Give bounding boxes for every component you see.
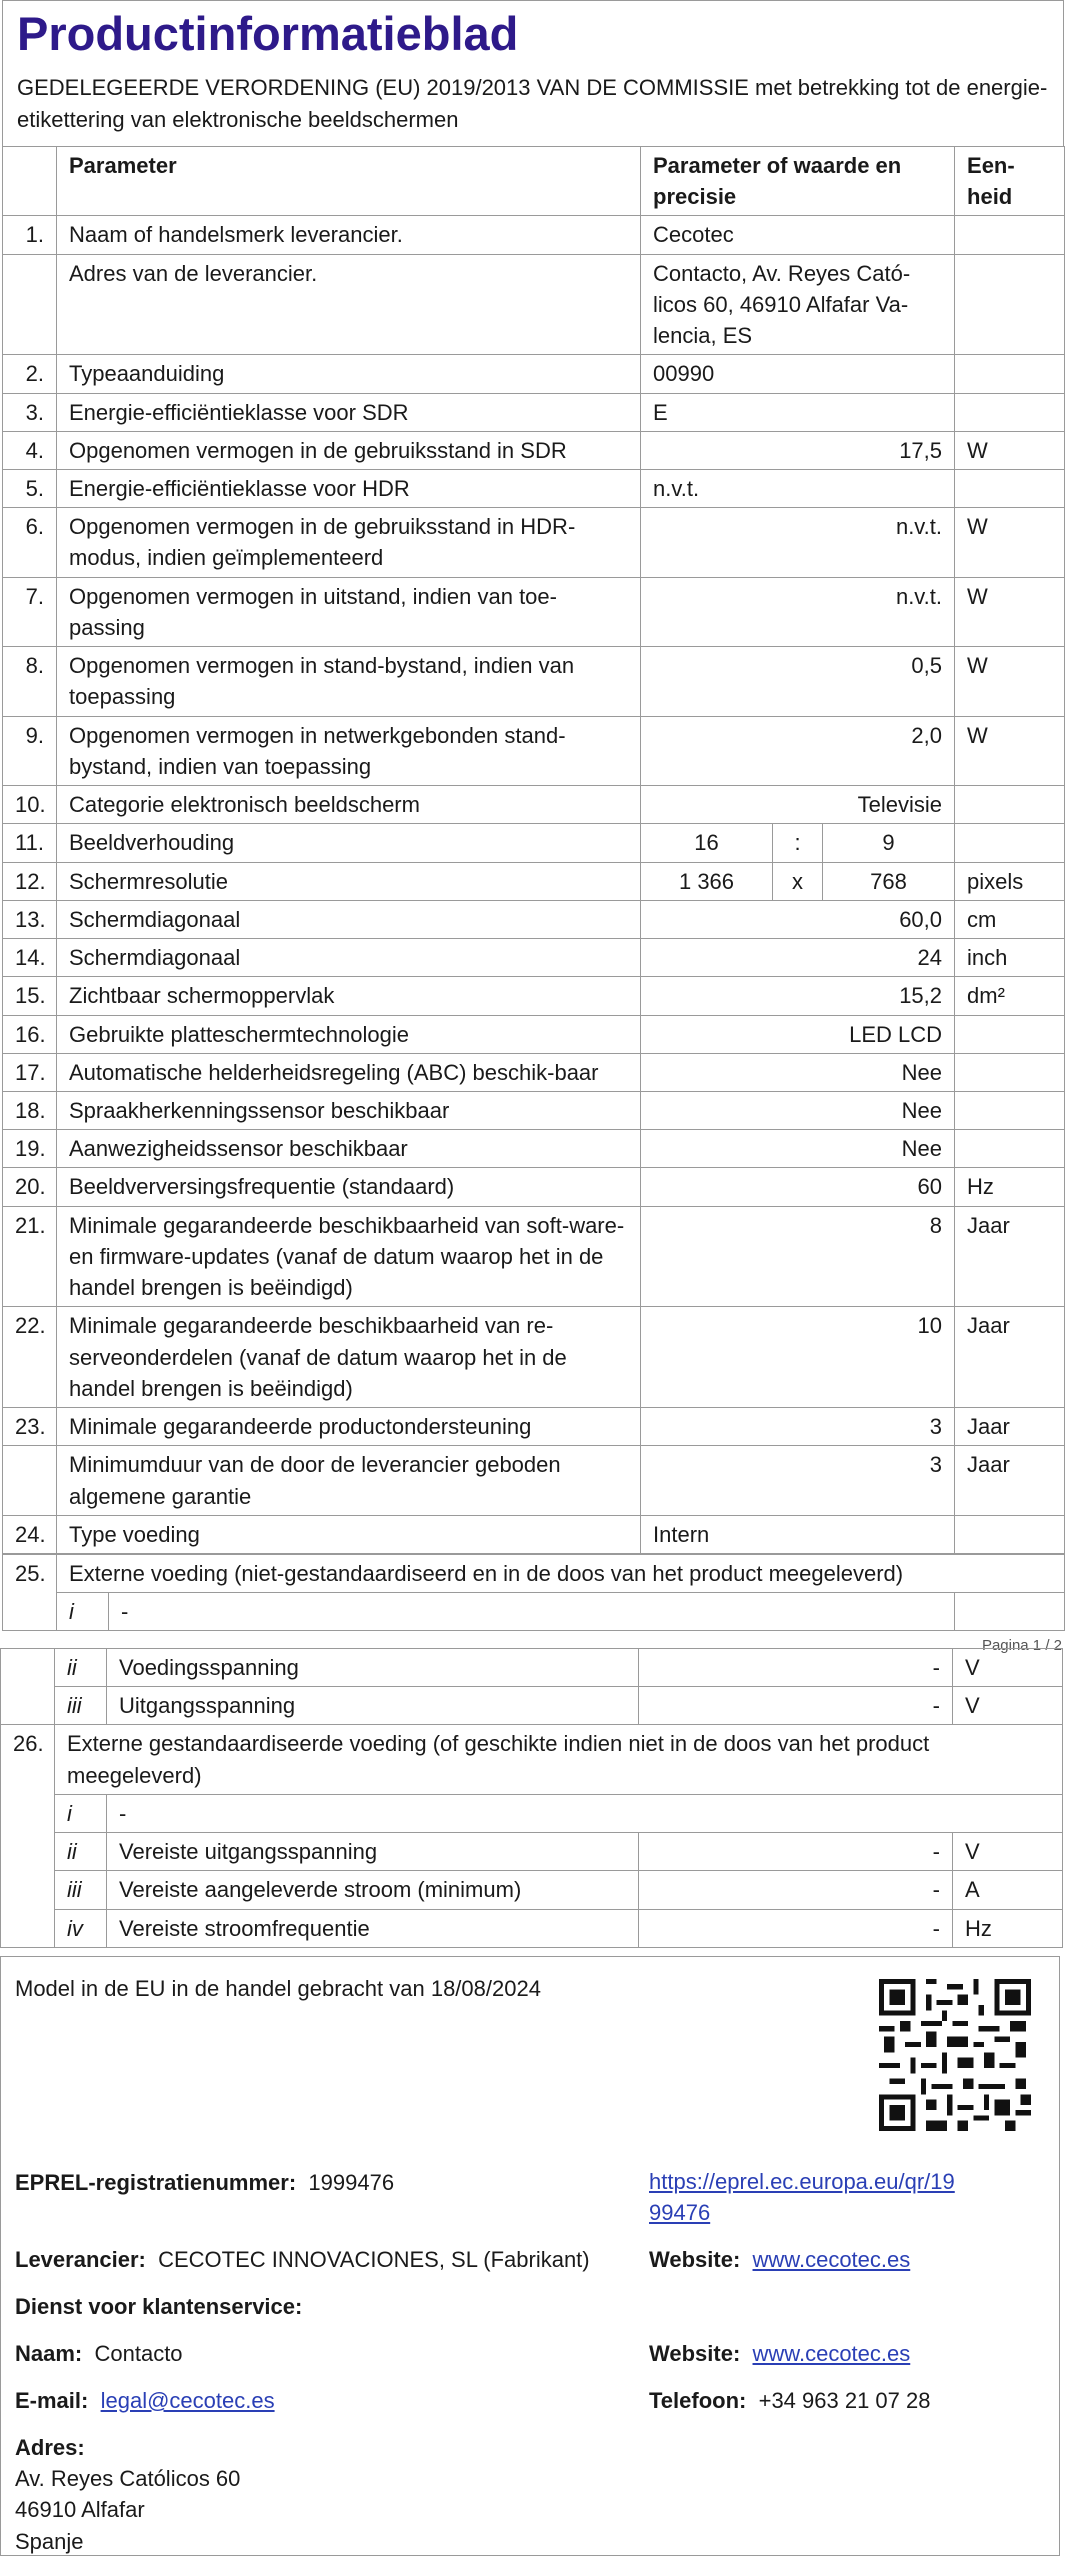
- row-value: n.v.t.: [641, 577, 955, 646]
- row-parameter: Beeldverversingsfrequentie (standaard): [57, 1168, 641, 1206]
- table-row: [3, 577, 1065, 646]
- row-value: Intern: [641, 1515, 955, 1553]
- row-number: 3.: [3, 393, 57, 431]
- power-supply-table: [0, 1648, 1063, 1948]
- row-parameter: Adres van de leverancier.: [57, 254, 641, 355]
- table-row: [3, 1168, 1065, 1206]
- table-row: [3, 216, 1065, 254]
- name-value: Contacto: [94, 2341, 183, 2366]
- row-unit: Hz: [953, 1909, 1063, 1947]
- row-unit: W: [955, 508, 1065, 577]
- row-unit: [955, 254, 1065, 355]
- row-unit: [955, 355, 1065, 393]
- row-number: 16.: [3, 1015, 57, 1053]
- table-row: [3, 977, 1065, 1015]
- row-parameter: Gebruikte platteschermtechnologie: [57, 1015, 641, 1053]
- table-row: [3, 1307, 1065, 1408]
- row-unit: dm²: [955, 977, 1065, 1015]
- eprel-label: EPREL-registratienummer:: [15, 2170, 297, 2195]
- row-parameter: Energie-efficiëntieklasse voor HDR: [57, 469, 641, 507]
- row-unit: Jaar: [955, 1446, 1065, 1515]
- website2-label: Website:: [649, 2341, 741, 2366]
- row-parameter: Type voeding: [57, 1515, 641, 1553]
- row-number: 8.: [3, 647, 57, 716]
- row-parameter: Zichtbaar schermoppervlak: [57, 977, 641, 1015]
- row-value: 60,0: [641, 900, 955, 938]
- page-2: [0, 1648, 1062, 1948]
- row-value: 00990: [641, 355, 955, 393]
- row-unit: V: [953, 1687, 1063, 1725]
- table-row: [3, 786, 1065, 824]
- row-parameter: Schermresolutie: [57, 862, 641, 900]
- eprel-registration: [15, 2167, 394, 2198]
- table-row: [3, 647, 1065, 716]
- table-row: [3, 393, 1065, 431]
- website-label: Website:: [649, 2247, 741, 2272]
- row-unit: [955, 1130, 1065, 1168]
- qr-code-icon[interactable]: [879, 1979, 1031, 2131]
- table-row: [1, 1725, 1063, 1794]
- contact-address: [15, 2432, 240, 2557]
- table-row: [1, 1649, 1063, 1687]
- row-value: 0,5: [641, 647, 955, 716]
- row-value: 2,0: [641, 716, 955, 785]
- row-number: 21.: [3, 1206, 57, 1307]
- row-parameter: -: [109, 1593, 955, 1631]
- row-unit: Hz: [955, 1168, 1065, 1206]
- row-value: Cecotec: [641, 216, 955, 254]
- row-unit: W: [955, 647, 1065, 716]
- eprel-link-part2: 99476: [649, 2199, 711, 2225]
- row-number: 26.: [1, 1725, 55, 1947]
- aspect-width: 16: [641, 824, 773, 862]
- row-unit: [955, 824, 1065, 862]
- row-parameter: Vereiste stroomfrequentie: [107, 1909, 639, 1947]
- row-number: 9.: [3, 716, 57, 785]
- row-unit: [955, 1515, 1065, 1553]
- external-power-table: [2, 1554, 1065, 1631]
- website-link[interactable]: www.cecotec.es: [752, 2247, 911, 2272]
- row-number: 15.: [3, 977, 57, 1015]
- row-number: 24.: [3, 1515, 57, 1553]
- row-number: 23.: [3, 1408, 57, 1446]
- row-parameter: Schermdiagonaal: [57, 900, 641, 938]
- row-unit: [955, 469, 1065, 507]
- row-parameter: Voedingsspanning: [107, 1649, 639, 1687]
- resolution-width: 1 366: [641, 862, 773, 900]
- row-parameter: Minimale gegarandeerde beschikbaarheid van re-serveonderdelen (vanaf de datum waarop het in de handel brengen is beëindigd): [57, 1307, 641, 1408]
- market-date-text: Model in de EU in de handel gebracht van 18/08/2024: [15, 1976, 541, 2001]
- row-value: Televisie: [641, 786, 955, 824]
- row-unit: [955, 393, 1065, 431]
- row-number: 4.: [3, 431, 57, 469]
- row-parameter: Externe voeding (niet-gestandaardiseerd en in de doos van het product meegeleverd): [57, 1555, 1065, 1593]
- name-label: Naam:: [15, 2341, 83, 2366]
- row-value: LED LCD: [641, 1015, 955, 1053]
- row-parameter: Minimale gegarandeerde productondersteuning: [57, 1408, 641, 1446]
- page-subtitle: GEDELEGEERDE VERORDENING (EU) 2019/2013 VAN DE COMMISSIE met betrekking tot de energie-etikettering van elektronische beeldschermen: [17, 75, 1048, 132]
- page-number: Pagina 1 / 2: [981, 1637, 1062, 1655]
- row-unit: V: [953, 1649, 1063, 1687]
- row-value: Nee: [641, 1091, 955, 1129]
- table-row: [3, 900, 1065, 938]
- row-number: 13.: [3, 900, 57, 938]
- row-parameter: Externe gestandaardiseerde voeding (of geschikte indien niet in de doos van het product meegeleverd): [55, 1725, 1063, 1794]
- row-unit: A: [953, 1871, 1063, 1909]
- eprel-link[interactable]: [649, 2169, 955, 2225]
- address-line-2: 46910 Alfafar: [15, 2497, 145, 2523]
- table-row: [3, 1555, 1065, 1593]
- row-number: 11.: [3, 824, 57, 862]
- table-row: [3, 716, 1065, 785]
- row-parameter: Opgenomen vermogen in stand-bystand, indien van toepassing: [57, 647, 641, 716]
- row-unit: W: [955, 716, 1065, 785]
- supplier-info-box: [0, 1956, 1060, 2556]
- row-unit: Jaar: [955, 1307, 1065, 1408]
- row-value: 3: [641, 1408, 955, 1446]
- row-value: 3: [641, 1446, 955, 1515]
- aspect-height: 9: [823, 824, 955, 862]
- table-row: [3, 1130, 1065, 1168]
- row-parameter: Minimale gegarandeerde beschikbaarheid van soft-ware- en firmware-updates (vanaf de datum waarop het in de handel brengen is beëindigd): [57, 1206, 641, 1307]
- row-number: [3, 254, 57, 355]
- aspect-separator: :: [773, 824, 823, 862]
- row-unit: pixels: [955, 862, 1065, 900]
- row-unit: [955, 786, 1065, 824]
- row-number: 19.: [3, 1130, 57, 1168]
- row-parameter: Vereiste aangeleverde stroom (minimum): [107, 1871, 639, 1909]
- table-row: [3, 1515, 1065, 1553]
- row-unit: [955, 1091, 1065, 1129]
- row-value: Nee: [641, 1053, 955, 1091]
- sub-index: ii: [55, 1833, 107, 1871]
- row-number: 17.: [3, 1053, 57, 1091]
- row-value: -: [639, 1909, 953, 1947]
- row-parameter: Spraakherkenningssensor beschikbaar: [57, 1091, 641, 1129]
- page-1: [2, 0, 1064, 1657]
- table-row: [3, 1408, 1065, 1446]
- email-label: E-mail:: [15, 2388, 89, 2413]
- row-parameter: Typeaanduiding: [57, 355, 641, 393]
- sub-index: iv: [55, 1909, 107, 1947]
- table-row: [3, 355, 1065, 393]
- row-number: 1.: [3, 216, 57, 254]
- product-info-table: [2, 146, 1065, 1554]
- contact-phone: [649, 2385, 930, 2416]
- page-title: Productinformatieblad: [17, 7, 519, 60]
- table-row: [1, 1833, 1063, 1871]
- table-row: [1, 1687, 1063, 1725]
- phone-value: +34 963 21 07 28: [758, 2388, 931, 2413]
- row-number: 5.: [3, 469, 57, 507]
- row-parameter: Opgenomen vermogen in uitstand, indien van toe-passing: [57, 577, 641, 646]
- sub-index: ii: [55, 1649, 107, 1687]
- row-number: 20.: [3, 1168, 57, 1206]
- row-parameter: Energie-efficiëntieklasse voor SDR: [57, 393, 641, 431]
- row-number: 25.: [3, 1555, 57, 1631]
- row-value: -: [639, 1687, 953, 1725]
- row-value: -: [639, 1649, 953, 1687]
- row-unit: V: [953, 1833, 1063, 1871]
- table-header-row: [3, 146, 1065, 215]
- row-value: 24: [641, 939, 955, 977]
- eprel-link-block: [649, 2167, 1029, 2229]
- eprel-value: 1999476: [308, 2170, 395, 2195]
- row-value: Nee: [641, 1130, 955, 1168]
- table-row: [3, 1053, 1065, 1091]
- row-parameter: Schermdiagonaal: [57, 939, 641, 977]
- sub-index: iii: [55, 1687, 107, 1725]
- row-parameter: Opgenomen vermogen in netwerkgebonden stand-bystand, indien van toepassing: [57, 716, 641, 785]
- contact-email: [15, 2385, 275, 2416]
- table-row: [3, 431, 1065, 469]
- supplier-info: [15, 2244, 590, 2275]
- table-row: [3, 469, 1065, 507]
- table-row: [3, 254, 1065, 355]
- address-line-1: Av. Reyes Católicos 60: [15, 2466, 241, 2492]
- table-row: [3, 1446, 1065, 1515]
- row-unit: Jaar: [955, 1408, 1065, 1446]
- document-header: [2, 0, 1064, 146]
- row-value: 8: [641, 1206, 955, 1307]
- row-unit: W: [955, 577, 1065, 646]
- header-unit: Een-heid: [955, 146, 1065, 215]
- row-number: 18.: [3, 1091, 57, 1129]
- row-value: -: [639, 1871, 953, 1909]
- sub-index: iii: [55, 1871, 107, 1909]
- row-value: 60: [641, 1168, 955, 1206]
- table-row: [3, 1015, 1065, 1053]
- customer-service-heading: Dienst voor klantenservice:: [15, 2294, 303, 2319]
- contact-name: [15, 2338, 183, 2369]
- row-value: Contacto, Av. Reyes Cató-licos 60, 46910 Alfafar Va-lencia, ES: [641, 254, 955, 355]
- table-row: [3, 1206, 1065, 1307]
- resolution-separator: x: [773, 862, 823, 900]
- row-number: [3, 1446, 57, 1515]
- row-value: 15,2: [641, 977, 955, 1015]
- row-number: 7.: [3, 577, 57, 646]
- row-unit: [955, 1053, 1065, 1091]
- service-website: [649, 2338, 910, 2369]
- row-number: 6.: [3, 508, 57, 577]
- sub-index: i: [55, 1794, 107, 1832]
- row-parameter: Categorie elektronisch beeldscherm: [57, 786, 641, 824]
- table-row: [1, 1909, 1063, 1947]
- row-value: n.v.t.: [641, 469, 955, 507]
- row-value: 17,5: [641, 431, 955, 469]
- address-line-3: Spanje: [15, 2528, 84, 2554]
- row-unit: [955, 216, 1065, 254]
- row-parameter: -: [107, 1794, 1063, 1832]
- row-parameter: Naam of handelsmerk leverancier.: [57, 216, 641, 254]
- table-row: [3, 1593, 1065, 1631]
- supplier-label: Leverancier:: [15, 2247, 146, 2272]
- row-unit: inch: [955, 939, 1065, 977]
- table-row: [1, 1871, 1063, 1909]
- resolution-height: 768: [823, 862, 955, 900]
- row-unit: W: [955, 431, 1065, 469]
- supplier-website: [649, 2244, 910, 2275]
- header-value: Parameter of waarde en precisie: [641, 146, 955, 215]
- supplier-value: CECOTEC INNOVACIONES, SL (Fabrikant): [158, 2247, 590, 2272]
- row-value: E: [641, 393, 955, 431]
- table-row: [3, 508, 1065, 577]
- row-number: 12.: [3, 862, 57, 900]
- email-link[interactable]: legal@cecotec.es: [100, 2388, 275, 2413]
- row-number: 22.: [3, 1307, 57, 1408]
- row-parameter: Opgenomen vermogen in de gebruiksstand in SDR: [57, 431, 641, 469]
- row-unit: Jaar: [955, 1206, 1065, 1307]
- row-parameter: Minimumduur van de door de leverancier geboden algemene garantie: [57, 1446, 641, 1515]
- row-value: n.v.t.: [641, 508, 955, 577]
- row-value: 10: [641, 1307, 955, 1408]
- row-parameter: Vereiste uitgangsspanning: [107, 1833, 639, 1871]
- row-value: -: [639, 1833, 953, 1871]
- row-number: 14.: [3, 939, 57, 977]
- row-parameter: Uitgangsspanning: [107, 1687, 639, 1725]
- table-row: [3, 1091, 1065, 1129]
- row-unit: [955, 1015, 1065, 1053]
- address-label: Adres:: [15, 2435, 85, 2460]
- row-number: 2.: [3, 355, 57, 393]
- table-row: [3, 862, 1065, 900]
- row-unit: cm: [955, 900, 1065, 938]
- sub-index: i: [57, 1593, 109, 1631]
- row-parameter: Opgenomen vermogen in de gebruiksstand in HDR-modus, indien geïmplementeerd: [57, 508, 641, 577]
- row-parameter: Automatische helderheidsregeling (ABC) beschik-baar: [57, 1053, 641, 1091]
- eprel-link-part1: https://eprel.ec.europa.eu/qr/19: [649, 2169, 955, 2194]
- table-row: [3, 939, 1065, 977]
- table-row: [3, 824, 1065, 862]
- row-parameter: Aanwezigheidssensor beschikbaar: [57, 1130, 641, 1168]
- table-row: [1, 1794, 1063, 1832]
- service-website-link[interactable]: www.cecotec.es: [752, 2341, 911, 2366]
- phone-label: Telefoon:: [649, 2388, 747, 2413]
- row-number: 10.: [3, 786, 57, 824]
- header-parameter: Parameter: [57, 146, 641, 215]
- row-parameter: Beeldverhouding: [57, 824, 641, 862]
